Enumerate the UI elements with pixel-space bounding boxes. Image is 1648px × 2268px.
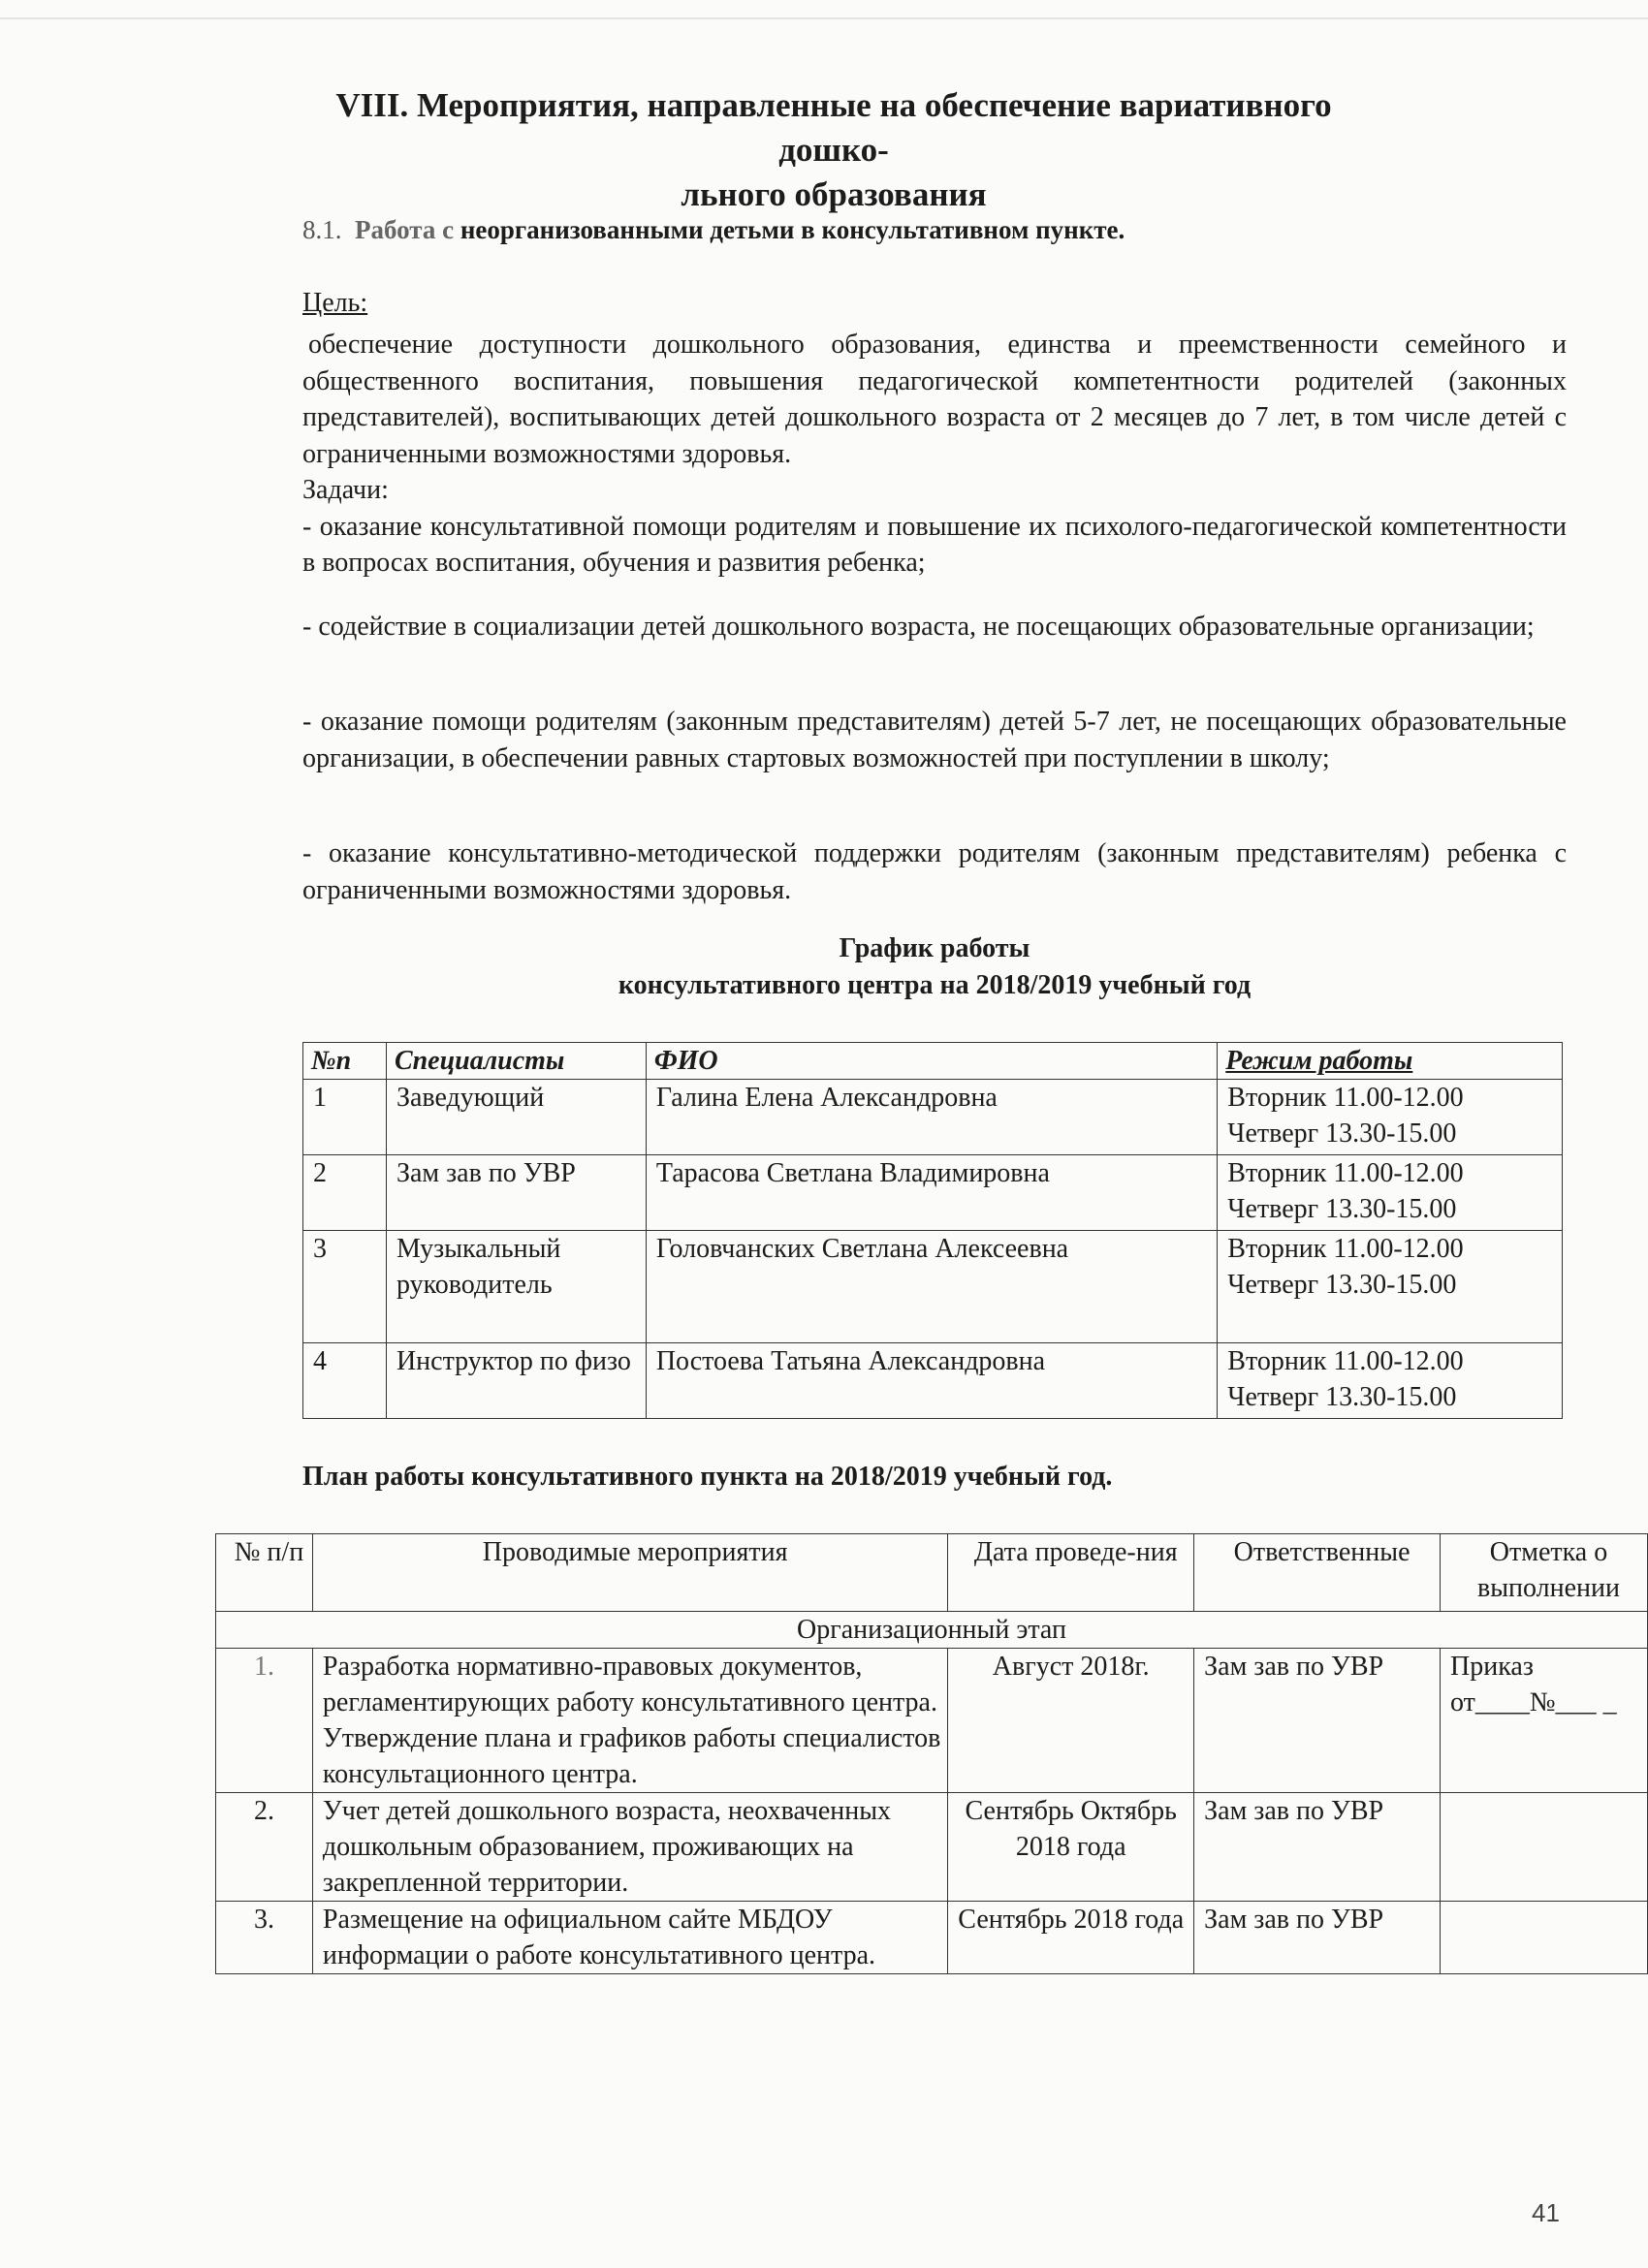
cell-number: 2 [303,1155,387,1231]
schedule-title-line-1: График работы [839,933,1030,963]
title-line-1: VIII. Мероприятия, направленные на обеспечение вариативного дошко- [335,86,1332,169]
regime-line-2: Четверг 13.30-15.00 [1227,1270,1457,1300]
goal-text [302,327,1567,582]
scan-edge [0,17,1648,19]
table-row [303,1343,1563,1419]
task-item-1: - оказание консультативной помощи родителям и повышение их психолого-педагогической компетентности в вопросах воспитания, обучения и развития ребенка; [302,511,1567,578]
plan-header-row [216,1534,1648,1612]
cell-responsible: Зам зав по УВР [1194,1649,1441,1793]
cell-specialist: Инструктор по физо [386,1343,646,1419]
header-responsible: Ответственные [1194,1534,1441,1612]
table-row [216,1793,1648,1902]
regime-line-2: Четверг 13.30-15.00 [1227,1118,1457,1149]
table-row [303,1155,1563,1231]
stage-label: Организационный этап [216,1612,1648,1649]
cell-mark: Приказ от____№___ _ [1441,1649,1648,1793]
cell-fio: Постоева Татьяна Александровна [646,1343,1217,1419]
header-number: №п [303,1043,387,1080]
header-regime: Режим работы [1218,1043,1563,1080]
section-heading-text: неорганизованными детьми в консультативном пункте. [460,215,1125,244]
cell-event: Разработка нормативно-правовых документов, регламентирующих работу консультативного центра. Утверждение плана и графиков работы специалистов консультационного центра. [312,1649,947,1793]
header-events: Проводимые мероприятия [312,1534,947,1612]
cell-number: 2. [216,1793,313,1902]
schedule-table [302,1042,1563,1419]
title-line-2: льного образования [681,175,987,213]
cell-specialist: Заведующий [386,1080,646,1155]
cell-fio: Тарасова Светлана Владимировна [646,1155,1217,1231]
regime-line-1: Вторник 11.00-12.00 [1227,1083,1464,1113]
header-mark: Отметка о выполнении [1441,1534,1648,1612]
task-item-4: - оказание консультативно-методической поддержки родителям (законным представителям) ребенка с ограниченными возможностями здоровья. [302,838,1567,905]
plan-table [215,1533,1648,1974]
regime-line-2: Четверг 13.30-15.00 [1227,1194,1457,1224]
cell-number: 1 [303,1080,387,1155]
cell-responsible: Зам зав по УВР [1194,1902,1441,1974]
tasks-label: Задачи: [302,475,389,505]
task-item-2: - содействие в социализации детей дошкольного возраста, не посещающих образовательные организации; [302,612,1535,642]
goal-label: Цель: [302,288,368,318]
cell-mark [1441,1902,1648,1974]
cell-number: 4 [303,1343,387,1419]
header-date: Дата проведе-ния [948,1534,1194,1612]
cell-regime [1218,1231,1563,1343]
schedule-title-line-2: консультативного центра на 2018/2019 учебный год [618,970,1252,1000]
header-fio: ФИО [646,1043,1217,1080]
section-heading-faded: Работа с [355,215,455,244]
plan-title: План работы консультативного пункта на 2018/2019 учебный год. [302,1462,1113,1492]
cell-regime [1218,1080,1563,1155]
cell-specialist: Музыкальный руководитель [386,1231,646,1343]
cell-date: Август 2018г. [948,1649,1194,1793]
stage-row [216,1612,1648,1649]
header-number: № п/п [216,1534,313,1612]
goal-paragraph: обеспечение доступности дошкольного образования, единства и преемственности семейного и общественного воспитания, повышения педагогической компетентности родителей (законных представителей), воспитывающих детей дошкольного возраста от 2 месяцев до 7 лет, в том числе детей с ограниченными возможностями здоровья. [302,330,1567,469]
cell-number: 1. [216,1649,313,1793]
schedule-header-row [303,1043,1563,1080]
table-row [216,1902,1648,1974]
cell-specialist: Зам зав по УВР [386,1155,646,1231]
regime-line-1: Вторник 11.00-12.00 [1227,1346,1464,1376]
cell-number: 3. [216,1902,313,1974]
cell-date: Сентябрь Октябрь 2018 года [948,1793,1194,1902]
page-title [291,83,1377,217]
regime-line-2: Четверг 13.30-15.00 [1227,1382,1457,1412]
header-specialists: Специалисты [386,1043,646,1080]
cell-number: 3 [303,1231,387,1343]
cell-event: Размещение на официальном сайте МБДОУ информации о работе консультативного центра. [312,1902,947,1974]
cell-mark [1441,1793,1648,1902]
regime-line-1: Вторник 11.00-12.00 [1227,1234,1464,1264]
cell-event: Учет детей дошкольного возраста, неохваченных дошкольным образованием, проживающих на закрепленной территории. [312,1793,947,1902]
schedule-title [302,930,1567,1004]
cell-fio: Головчанских Светлана Алексеевна [646,1231,1217,1343]
cell-date: Сентябрь 2018 года [948,1902,1194,1974]
cell-responsible: Зам зав по УВР [1194,1793,1441,1902]
section-number: 8.1. [302,215,342,244]
section-heading [302,215,1125,245]
table-row [303,1080,1563,1155]
task-item-3: - оказание помощи родителям (законным представителям) детей 5-7 лет, не посещающих образовательные организации, в обеспечении равных стартовых возможностей при поступлении в школу; [302,707,1567,773]
cell-fio: Галина Елена Александровна [646,1080,1217,1155]
table-row [303,1231,1563,1343]
cell-regime [1218,1155,1563,1231]
table-row [216,1649,1648,1793]
cell-regime [1218,1343,1563,1419]
regime-line-1: Вторник 11.00-12.00 [1227,1158,1464,1188]
page-number: 41 [1532,2198,1560,2227]
